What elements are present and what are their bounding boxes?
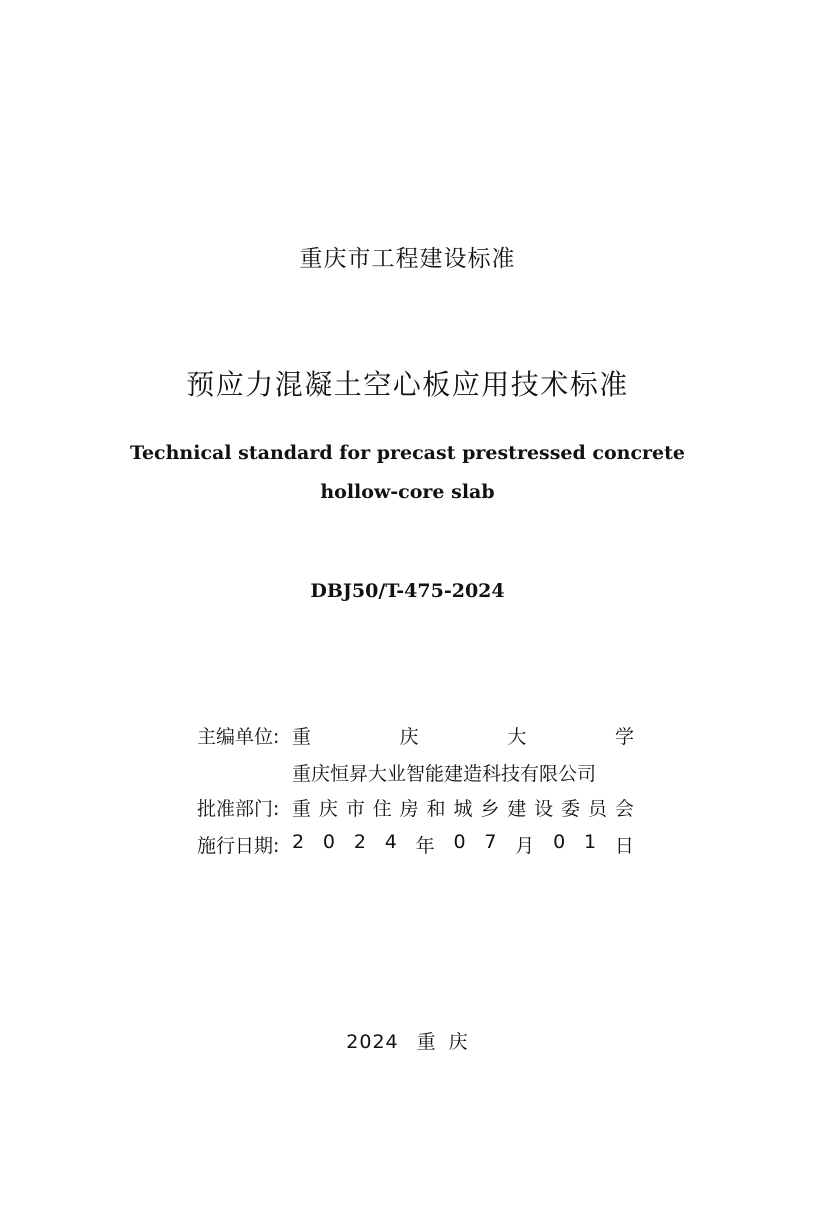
footer-city-char: 重 — [416, 1031, 437, 1053]
approver-char: 委 — [561, 797, 581, 820]
approver-char: 城 — [453, 797, 473, 820]
standard-code: DBJ50/T-475-2024 — [310, 580, 505, 602]
document-title-english-line2: hollow-core slab — [320, 481, 495, 503]
editor-row — [197, 721, 634, 749]
editor-secondary-row — [292, 758, 596, 786]
approver-char: 庆 — [318, 797, 338, 820]
effective-date-row — [197, 830, 634, 858]
date-char: 0 — [553, 830, 566, 853]
footer-city-char: 庆 — [448, 1031, 469, 1053]
editor-label: 主编单位: — [197, 725, 280, 748]
editor-primary-char: 庆 — [399, 725, 419, 748]
footer-publication — [0, 1027, 815, 1054]
approver-char: 重 — [292, 797, 312, 820]
approver-char: 市 — [345, 797, 365, 820]
date-char: 2 — [292, 830, 305, 853]
date-char: 7 — [484, 830, 497, 853]
approver-char: 员 — [587, 797, 607, 820]
approver-char: 住 — [372, 797, 392, 820]
effective-date-value — [292, 831, 634, 858]
approver-char: 和 — [426, 797, 446, 820]
date-char: 年 — [415, 834, 435, 857]
date-char: 2 — [353, 830, 366, 853]
editor-primary-char: 重 — [292, 725, 312, 748]
date-char: 1 — [584, 830, 597, 853]
approver-char: 设 — [534, 797, 554, 820]
approver-char: 建 — [507, 797, 527, 820]
date-char: 4 — [384, 830, 397, 853]
approver-char: 乡 — [480, 797, 500, 820]
date-char: 月 — [515, 834, 535, 857]
date-char: 0 — [322, 830, 335, 853]
editor-secondary: 重庆恒昇大业智能建造科技有限公司 — [292, 762, 597, 785]
footer-year: 2024 — [346, 1031, 399, 1053]
date-char: 日 — [614, 834, 634, 857]
date-char: 0 — [453, 830, 466, 853]
series-title: 重庆市工程建设标准 — [299, 246, 516, 272]
approver-label: 批准部门: — [197, 797, 280, 820]
editor-primary-char: 学 — [614, 725, 634, 748]
approver-char: 会 — [614, 797, 634, 820]
editor-primary-char: 大 — [507, 725, 527, 748]
document-title-english-line1: Technical standard for precast prestressed concrete — [129, 442, 686, 464]
editor-primary — [292, 722, 634, 749]
effective-date-label: 施行日期: — [197, 834, 280, 857]
approver-value — [292, 794, 634, 821]
approver-char: 房 — [399, 797, 419, 820]
approver-row — [197, 793, 634, 821]
document-title-chinese: 预应力混凝土空心板应用技术标准 — [186, 368, 629, 401]
